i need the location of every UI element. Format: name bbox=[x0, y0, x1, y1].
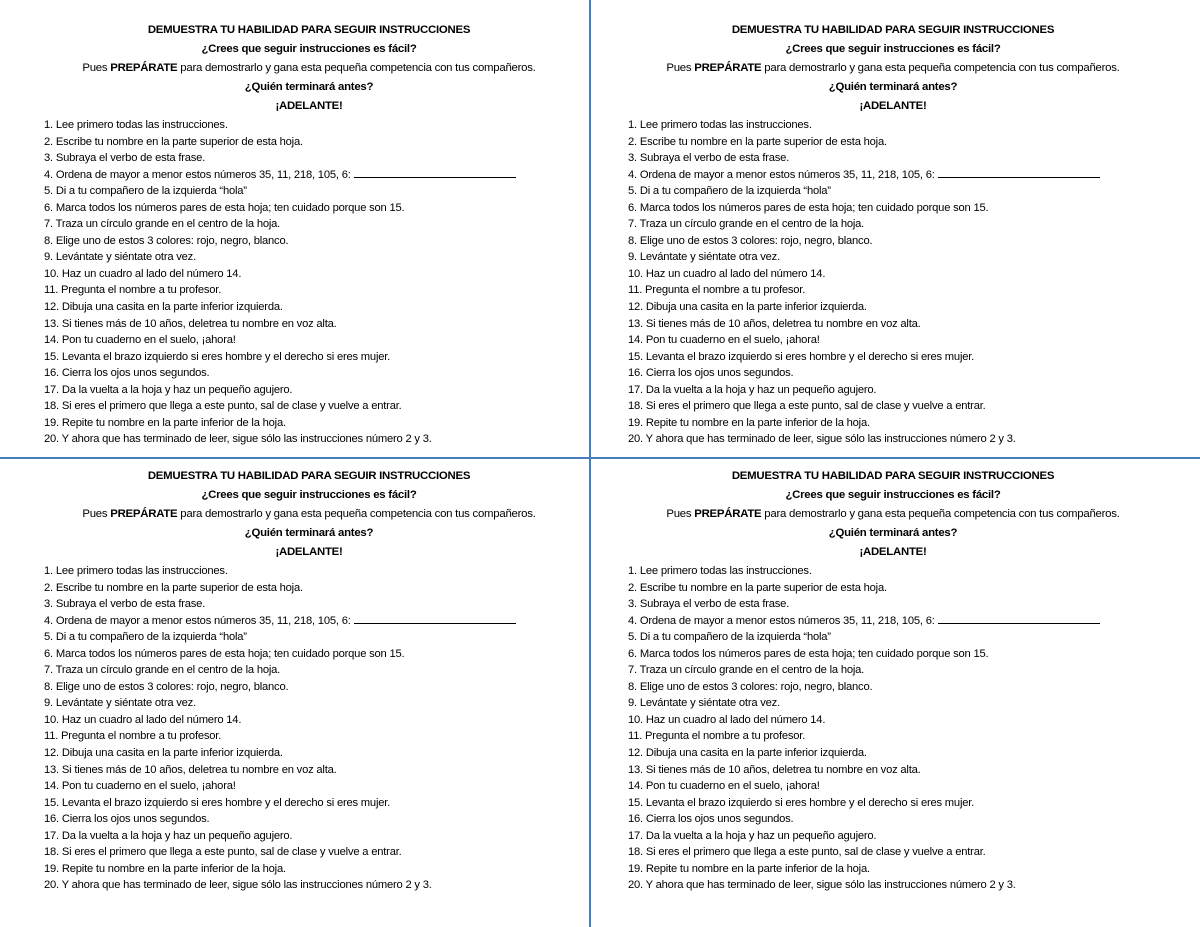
instruction-item bbox=[44, 861, 594, 878]
instruction-text: 10. Haz un cuadro al lado del número 14. bbox=[44, 713, 242, 726]
instruction-text: 6. Marca todos los números pares de esta hoja; ten cuidado porque son 15. bbox=[44, 647, 405, 660]
intro-pre: Pues bbox=[666, 62, 695, 74]
instruction-text: 3. Subraya el verbo de esta frase. bbox=[628, 152, 790, 165]
instruction-item bbox=[44, 712, 594, 729]
instruction-text: 11. Pregunta el nombre a tu profesor. bbox=[628, 730, 806, 743]
instruction-item bbox=[628, 316, 1178, 333]
instruction-item bbox=[628, 795, 1178, 812]
instruction-text: 5. Di a tu compañero de la izquierda “hola” bbox=[44, 631, 247, 644]
worksheet-intro bbox=[628, 505, 1158, 524]
instruction-text: 17. Da la vuelta a la hoja y haz un pequeño agujero. bbox=[44, 383, 293, 396]
instruction-item bbox=[628, 580, 1178, 597]
instruction-text: 15. Levanta el brazo izquierdo si eres hombre y el derecho si eres mujer. bbox=[44, 796, 391, 809]
answer-blank-line bbox=[938, 167, 1100, 178]
instruction-text: 8. Elige uno de estos 3 colores: rojo, negro, blanco. bbox=[44, 680, 289, 693]
instruction-text: 11. Pregunta el nombre a tu profesor. bbox=[44, 284, 222, 297]
instruction-item bbox=[44, 415, 594, 432]
instruction-list bbox=[44, 117, 594, 448]
intro-bold: PREPÁRATE bbox=[110, 62, 178, 74]
instruction-item bbox=[628, 266, 1178, 283]
instruction-text: 13. Si tienes más de 10 años, deletrea tu nombre en voz alta. bbox=[44, 763, 337, 776]
instruction-item bbox=[44, 795, 594, 812]
answer-blank-line bbox=[354, 167, 516, 178]
instruction-text: 7. Traza un círculo grande en el centro de la hoja. bbox=[44, 664, 281, 677]
worksheet-who-first: ¿Quién terminará antes? bbox=[244, 81, 374, 93]
worksheet-who-first: ¿Quién terminará antes? bbox=[244, 527, 374, 539]
worksheet-go: ¡ADELANTE! bbox=[275, 546, 343, 558]
instruction-text: 5. Di a tu compañero de la izquierda “hola” bbox=[44, 185, 247, 198]
instruction-text: 1. Lee primero todas las instrucciones. bbox=[44, 565, 228, 577]
instruction-list bbox=[628, 563, 1178, 894]
instruction-item bbox=[44, 679, 594, 696]
instruction-text: 3. Subraya el verbo de esta frase. bbox=[628, 598, 790, 611]
instruction-text: 20. Y ahora que has terminado de leer, sigue sólo las instrucciones número 2 y 3. bbox=[44, 879, 432, 892]
instruction-text: 12. Dibuja una casita en la parte inferior izquierda. bbox=[628, 747, 867, 760]
instruction-text: 16. Cierra los ojos unos segundos. bbox=[628, 813, 794, 826]
instruction-text: 5. Di a tu compañero de la izquierda “hola” bbox=[628, 185, 831, 198]
instruction-item bbox=[628, 728, 1178, 745]
instruction-text: 9. Levántate y siéntate otra vez. bbox=[44, 251, 196, 264]
instruction-text: 13. Si tienes más de 10 años, deletrea tu nombre en voz alta. bbox=[628, 317, 921, 330]
instruction-item bbox=[628, 398, 1178, 415]
instruction-item bbox=[628, 216, 1178, 233]
instruction-text: 13. Si tienes más de 10 años, deletrea tu nombre en voz alta. bbox=[628, 763, 921, 776]
intro-bold: PREPÁRATE bbox=[694, 508, 762, 520]
instruction-item bbox=[44, 332, 594, 349]
worksheet-intro bbox=[44, 59, 574, 78]
answer-blank-line bbox=[354, 613, 516, 624]
instruction-item bbox=[44, 745, 594, 762]
instruction-item bbox=[44, 316, 594, 333]
instruction-item bbox=[628, 150, 1178, 167]
instruction-text: 17. Da la vuelta a la hoja y haz un pequeño agujero. bbox=[44, 829, 293, 842]
worksheet-intro bbox=[628, 59, 1158, 78]
instruction-text: 2. Escribe tu nombre en la parte superior de esta hoja. bbox=[628, 135, 887, 148]
instruction-text: 12. Dibuja una casita en la parte inferior izquierda. bbox=[44, 301, 283, 314]
instruction-item bbox=[628, 662, 1178, 679]
instruction-text: 11. Pregunta el nombre a tu profesor. bbox=[44, 730, 222, 743]
worksheet-intro bbox=[44, 505, 574, 524]
instruction-item bbox=[44, 349, 594, 366]
instruction-item bbox=[628, 349, 1178, 366]
instruction-text: 19. Repite tu nombre en la parte inferior de la hoja. bbox=[628, 862, 870, 875]
worksheet-question: ¿Crees que seguir instrucciones es fácil? bbox=[785, 489, 1001, 501]
instruction-item bbox=[628, 563, 1178, 580]
instruction-text: 18. Si eres el primero que llega a este punto, sal de clase y vuelve a entrar. bbox=[44, 846, 402, 859]
instruction-text: 6. Marca todos los números pares de esta hoja; ten cuidado porque son 15. bbox=[628, 647, 989, 660]
instruction-item bbox=[44, 249, 594, 266]
instruction-item bbox=[628, 828, 1178, 845]
instruction-item bbox=[44, 233, 594, 250]
instruction-text: 2. Escribe tu nombre en la parte superior de esta hoja. bbox=[44, 581, 303, 594]
instruction-item bbox=[44, 844, 594, 861]
worksheet-go: ¡ADELANTE! bbox=[859, 100, 927, 112]
instruction-text: 1. Lee primero todas las instrucciones. bbox=[44, 119, 228, 131]
worksheet-title: DEMUESTRA TU HABILIDAD PARA SEGUIR INSTRUCCIONES bbox=[147, 24, 471, 36]
instruction-text: 13. Si tienes más de 10 años, deletrea tu nombre en voz alta. bbox=[44, 317, 337, 330]
instruction-item bbox=[44, 134, 594, 151]
instruction-item bbox=[628, 365, 1178, 382]
instruction-text: 8. Elige uno de estos 3 colores: rojo, negro, blanco. bbox=[44, 234, 289, 247]
instruction-item bbox=[44, 200, 594, 217]
instruction-item bbox=[44, 150, 594, 167]
instruction-item bbox=[628, 249, 1178, 266]
instruction-item bbox=[44, 117, 594, 134]
instruction-item bbox=[628, 282, 1178, 299]
instruction-item bbox=[628, 332, 1178, 349]
instruction-item bbox=[44, 183, 594, 200]
instruction-text: 15. Levanta el brazo izquierdo si eres hombre y el derecho si eres mujer. bbox=[628, 350, 975, 363]
worksheet-go: ¡ADELANTE! bbox=[275, 100, 343, 112]
instruction-text: 18. Si eres el primero que llega a este punto, sal de clase y vuelve a entrar. bbox=[628, 400, 986, 413]
instruction-item bbox=[628, 877, 1178, 894]
instruction-item bbox=[628, 431, 1178, 448]
instruction-item bbox=[628, 200, 1178, 217]
instruction-item bbox=[44, 762, 594, 779]
instruction-text: 8. Elige uno de estos 3 colores: rojo, negro, blanco. bbox=[628, 680, 873, 693]
instruction-text: 20. Y ahora que has terminado de leer, sigue sólo las instrucciones número 2 y 3. bbox=[628, 879, 1016, 892]
intro-pre: Pues bbox=[82, 508, 111, 520]
instruction-text: 15. Levanta el brazo izquierdo si eres hombre y el derecho si eres mujer. bbox=[44, 350, 391, 363]
worksheet-who-first: ¿Quién terminará antes? bbox=[828, 527, 958, 539]
instruction-item bbox=[628, 646, 1178, 663]
instruction-item bbox=[628, 596, 1178, 613]
instruction-text: 4. Ordena de mayor a menor estos números 35, 11, 218, 105, 6: bbox=[44, 168, 351, 181]
instruction-text: 4. Ordena de mayor a menor estos números 35, 11, 218, 105, 6: bbox=[44, 614, 351, 627]
instruction-item bbox=[628, 844, 1178, 861]
instruction-item bbox=[44, 563, 594, 580]
instruction-item bbox=[628, 233, 1178, 250]
instruction-item bbox=[44, 167, 594, 184]
instruction-item bbox=[628, 299, 1178, 316]
intro-pre: Pues bbox=[82, 62, 111, 74]
instruction-text: 17. Da la vuelta a la hoja y haz un pequeño agujero. bbox=[628, 829, 877, 842]
instruction-item bbox=[628, 679, 1178, 696]
instruction-item bbox=[44, 580, 594, 597]
worksheet-go: ¡ADELANTE! bbox=[859, 546, 927, 558]
instruction-text: 8. Elige uno de estos 3 colores: rojo, negro, blanco. bbox=[628, 234, 873, 247]
instruction-text: 18. Si eres el primero que llega a este punto, sal de clase y vuelve a entrar. bbox=[628, 846, 986, 859]
instruction-text: 15. Levanta el brazo izquierdo si eres hombre y el derecho si eres mujer. bbox=[628, 796, 975, 809]
instruction-item bbox=[628, 167, 1178, 184]
instruction-item bbox=[628, 712, 1178, 729]
intro-post: para demostrarlo y gana esta pequeña competencia con tus compañeros. bbox=[177, 62, 536, 74]
instruction-list bbox=[44, 563, 594, 894]
worksheet-question: ¿Crees que seguir instrucciones es fácil? bbox=[201, 489, 417, 501]
horizontal-cut-line bbox=[0, 457, 1200, 459]
worksheet-title: DEMUESTRA TU HABILIDAD PARA SEGUIR INSTRUCCIONES bbox=[731, 470, 1055, 482]
instruction-item bbox=[628, 382, 1178, 399]
instruction-item bbox=[44, 216, 594, 233]
instruction-item bbox=[44, 299, 594, 316]
instruction-text: 6. Marca todos los números pares de esta hoja; ten cuidado porque son 15. bbox=[44, 201, 405, 214]
instruction-item bbox=[44, 811, 594, 828]
instruction-text: 19. Repite tu nombre en la parte inferior de la hoja. bbox=[628, 416, 870, 429]
worksheet-question: ¿Crees que seguir instrucciones es fácil? bbox=[201, 43, 417, 55]
intro-pre: Pues bbox=[666, 508, 695, 520]
instruction-text: 20. Y ahora que has terminado de leer, sigue sólo las instrucciones número 2 y 3. bbox=[44, 433, 432, 446]
instruction-item bbox=[44, 365, 594, 382]
instruction-text: 9. Levántate y siéntate otra vez. bbox=[628, 251, 780, 264]
instruction-text: 10. Haz un cuadro al lado del número 14. bbox=[44, 267, 242, 280]
instruction-text: 20. Y ahora que has terminado de leer, sigue sólo las instrucciones número 2 y 3. bbox=[628, 433, 1016, 446]
instruction-text: 1. Lee primero todas las instrucciones. bbox=[628, 119, 812, 131]
instruction-text: 14. Pon tu cuaderno en el suelo, ¡ahora! bbox=[44, 334, 236, 347]
instruction-text: 1. Lee primero todas las instrucciones. bbox=[628, 565, 812, 577]
instruction-item bbox=[628, 745, 1178, 762]
intro-bold: PREPÁRATE bbox=[694, 62, 762, 74]
instruction-item bbox=[44, 695, 594, 712]
instruction-item bbox=[44, 613, 594, 630]
instruction-text: 12. Dibuja una casita en la parte inferior izquierda. bbox=[44, 747, 283, 760]
instruction-item bbox=[628, 762, 1178, 779]
worksheet-card-top-right bbox=[628, 21, 1178, 448]
instruction-item bbox=[44, 728, 594, 745]
instruction-text: 5. Di a tu compañero de la izquierda “hola” bbox=[628, 631, 831, 644]
instruction-text: 3. Subraya el verbo de esta frase. bbox=[44, 152, 206, 165]
instruction-list bbox=[628, 117, 1178, 448]
instruction-text: 9. Levántate y siéntate otra vez. bbox=[628, 697, 780, 710]
worksheet-card-bottom-left bbox=[44, 467, 594, 894]
worksheet-who-first: ¿Quién terminará antes? bbox=[828, 81, 958, 93]
instruction-text: 14. Pon tu cuaderno en el suelo, ¡ahora! bbox=[628, 334, 820, 347]
instruction-text: 17. Da la vuelta a la hoja y haz un pequeño agujero. bbox=[628, 383, 877, 396]
instruction-item bbox=[628, 629, 1178, 646]
instruction-text: 4. Ordena de mayor a menor estos números 35, 11, 218, 105, 6: bbox=[628, 614, 935, 627]
instruction-text: 18. Si eres el primero que llega a este punto, sal de clase y vuelve a entrar. bbox=[44, 400, 402, 413]
instruction-text: 12. Dibuja una casita en la parte inferior izquierda. bbox=[628, 301, 867, 314]
worksheet-title: DEMUESTRA TU HABILIDAD PARA SEGUIR INSTRUCCIONES bbox=[147, 470, 471, 482]
intro-post: para demostrarlo y gana esta pequeña competencia con tus compañeros. bbox=[761, 62, 1120, 74]
instruction-text: 7. Traza un círculo grande en el centro de la hoja. bbox=[628, 664, 865, 677]
instruction-item bbox=[44, 778, 594, 795]
instruction-text: 7. Traza un círculo grande en el centro de la hoja. bbox=[44, 218, 281, 231]
worksheet-card-bottom-right bbox=[628, 467, 1178, 894]
instruction-item bbox=[628, 778, 1178, 795]
instruction-text: 14. Pon tu cuaderno en el suelo, ¡ahora! bbox=[628, 780, 820, 793]
instruction-item bbox=[628, 811, 1178, 828]
instruction-text: 16. Cierra los ojos unos segundos. bbox=[628, 367, 794, 380]
instruction-text: 16. Cierra los ojos unos segundos. bbox=[44, 367, 210, 380]
intro-post: para demostrarlo y gana esta pequeña competencia con tus compañeros. bbox=[761, 508, 1120, 520]
instruction-item bbox=[628, 861, 1178, 878]
instruction-item bbox=[44, 646, 594, 663]
instruction-text: 6. Marca todos los números pares de esta hoja; ten cuidado porque son 15. bbox=[628, 201, 989, 214]
instruction-text: 4. Ordena de mayor a menor estos números 35, 11, 218, 105, 6: bbox=[628, 168, 935, 181]
instruction-item bbox=[628, 613, 1178, 630]
instruction-item bbox=[44, 629, 594, 646]
worksheet-card-top-left bbox=[44, 21, 594, 448]
instruction-text: 9. Levántate y siéntate otra vez. bbox=[44, 697, 196, 710]
instruction-item bbox=[44, 431, 594, 448]
instruction-text: 2. Escribe tu nombre en la parte superior de esta hoja. bbox=[44, 135, 303, 148]
instruction-item bbox=[628, 183, 1178, 200]
worksheet-question: ¿Crees que seguir instrucciones es fácil? bbox=[785, 43, 1001, 55]
instruction-text: 11. Pregunta el nombre a tu profesor. bbox=[628, 284, 806, 297]
instruction-text: 16. Cierra los ojos unos segundos. bbox=[44, 813, 210, 826]
instruction-item bbox=[44, 266, 594, 283]
instruction-text: 10. Haz un cuadro al lado del número 14. bbox=[628, 267, 826, 280]
instruction-text: 7. Traza un círculo grande en el centro de la hoja. bbox=[628, 218, 865, 231]
intro-bold: PREPÁRATE bbox=[110, 508, 178, 520]
instruction-item bbox=[44, 398, 594, 415]
instruction-text: 10. Haz un cuadro al lado del número 14. bbox=[628, 713, 826, 726]
instruction-text: 14. Pon tu cuaderno en el suelo, ¡ahora! bbox=[44, 780, 236, 793]
instruction-text: 19. Repite tu nombre en la parte inferior de la hoja. bbox=[44, 416, 286, 429]
worksheet-title: DEMUESTRA TU HABILIDAD PARA SEGUIR INSTRUCCIONES bbox=[731, 24, 1055, 36]
instruction-item bbox=[44, 877, 594, 894]
answer-blank-line bbox=[938, 613, 1100, 624]
intro-post: para demostrarlo y gana esta pequeña competencia con tus compañeros. bbox=[177, 508, 536, 520]
instruction-item bbox=[628, 415, 1178, 432]
instruction-item bbox=[628, 134, 1178, 151]
instruction-item bbox=[44, 282, 594, 299]
instruction-item bbox=[628, 695, 1178, 712]
instruction-text: 3. Subraya el verbo de esta frase. bbox=[44, 598, 206, 611]
instruction-item bbox=[44, 828, 594, 845]
instruction-text: 19. Repite tu nombre en la parte inferior de la hoja. bbox=[44, 862, 286, 875]
instruction-item bbox=[44, 662, 594, 679]
instruction-text: 2. Escribe tu nombre en la parte superior de esta hoja. bbox=[628, 581, 887, 594]
instruction-item bbox=[44, 596, 594, 613]
instruction-item bbox=[44, 382, 594, 399]
instruction-item bbox=[628, 117, 1178, 134]
